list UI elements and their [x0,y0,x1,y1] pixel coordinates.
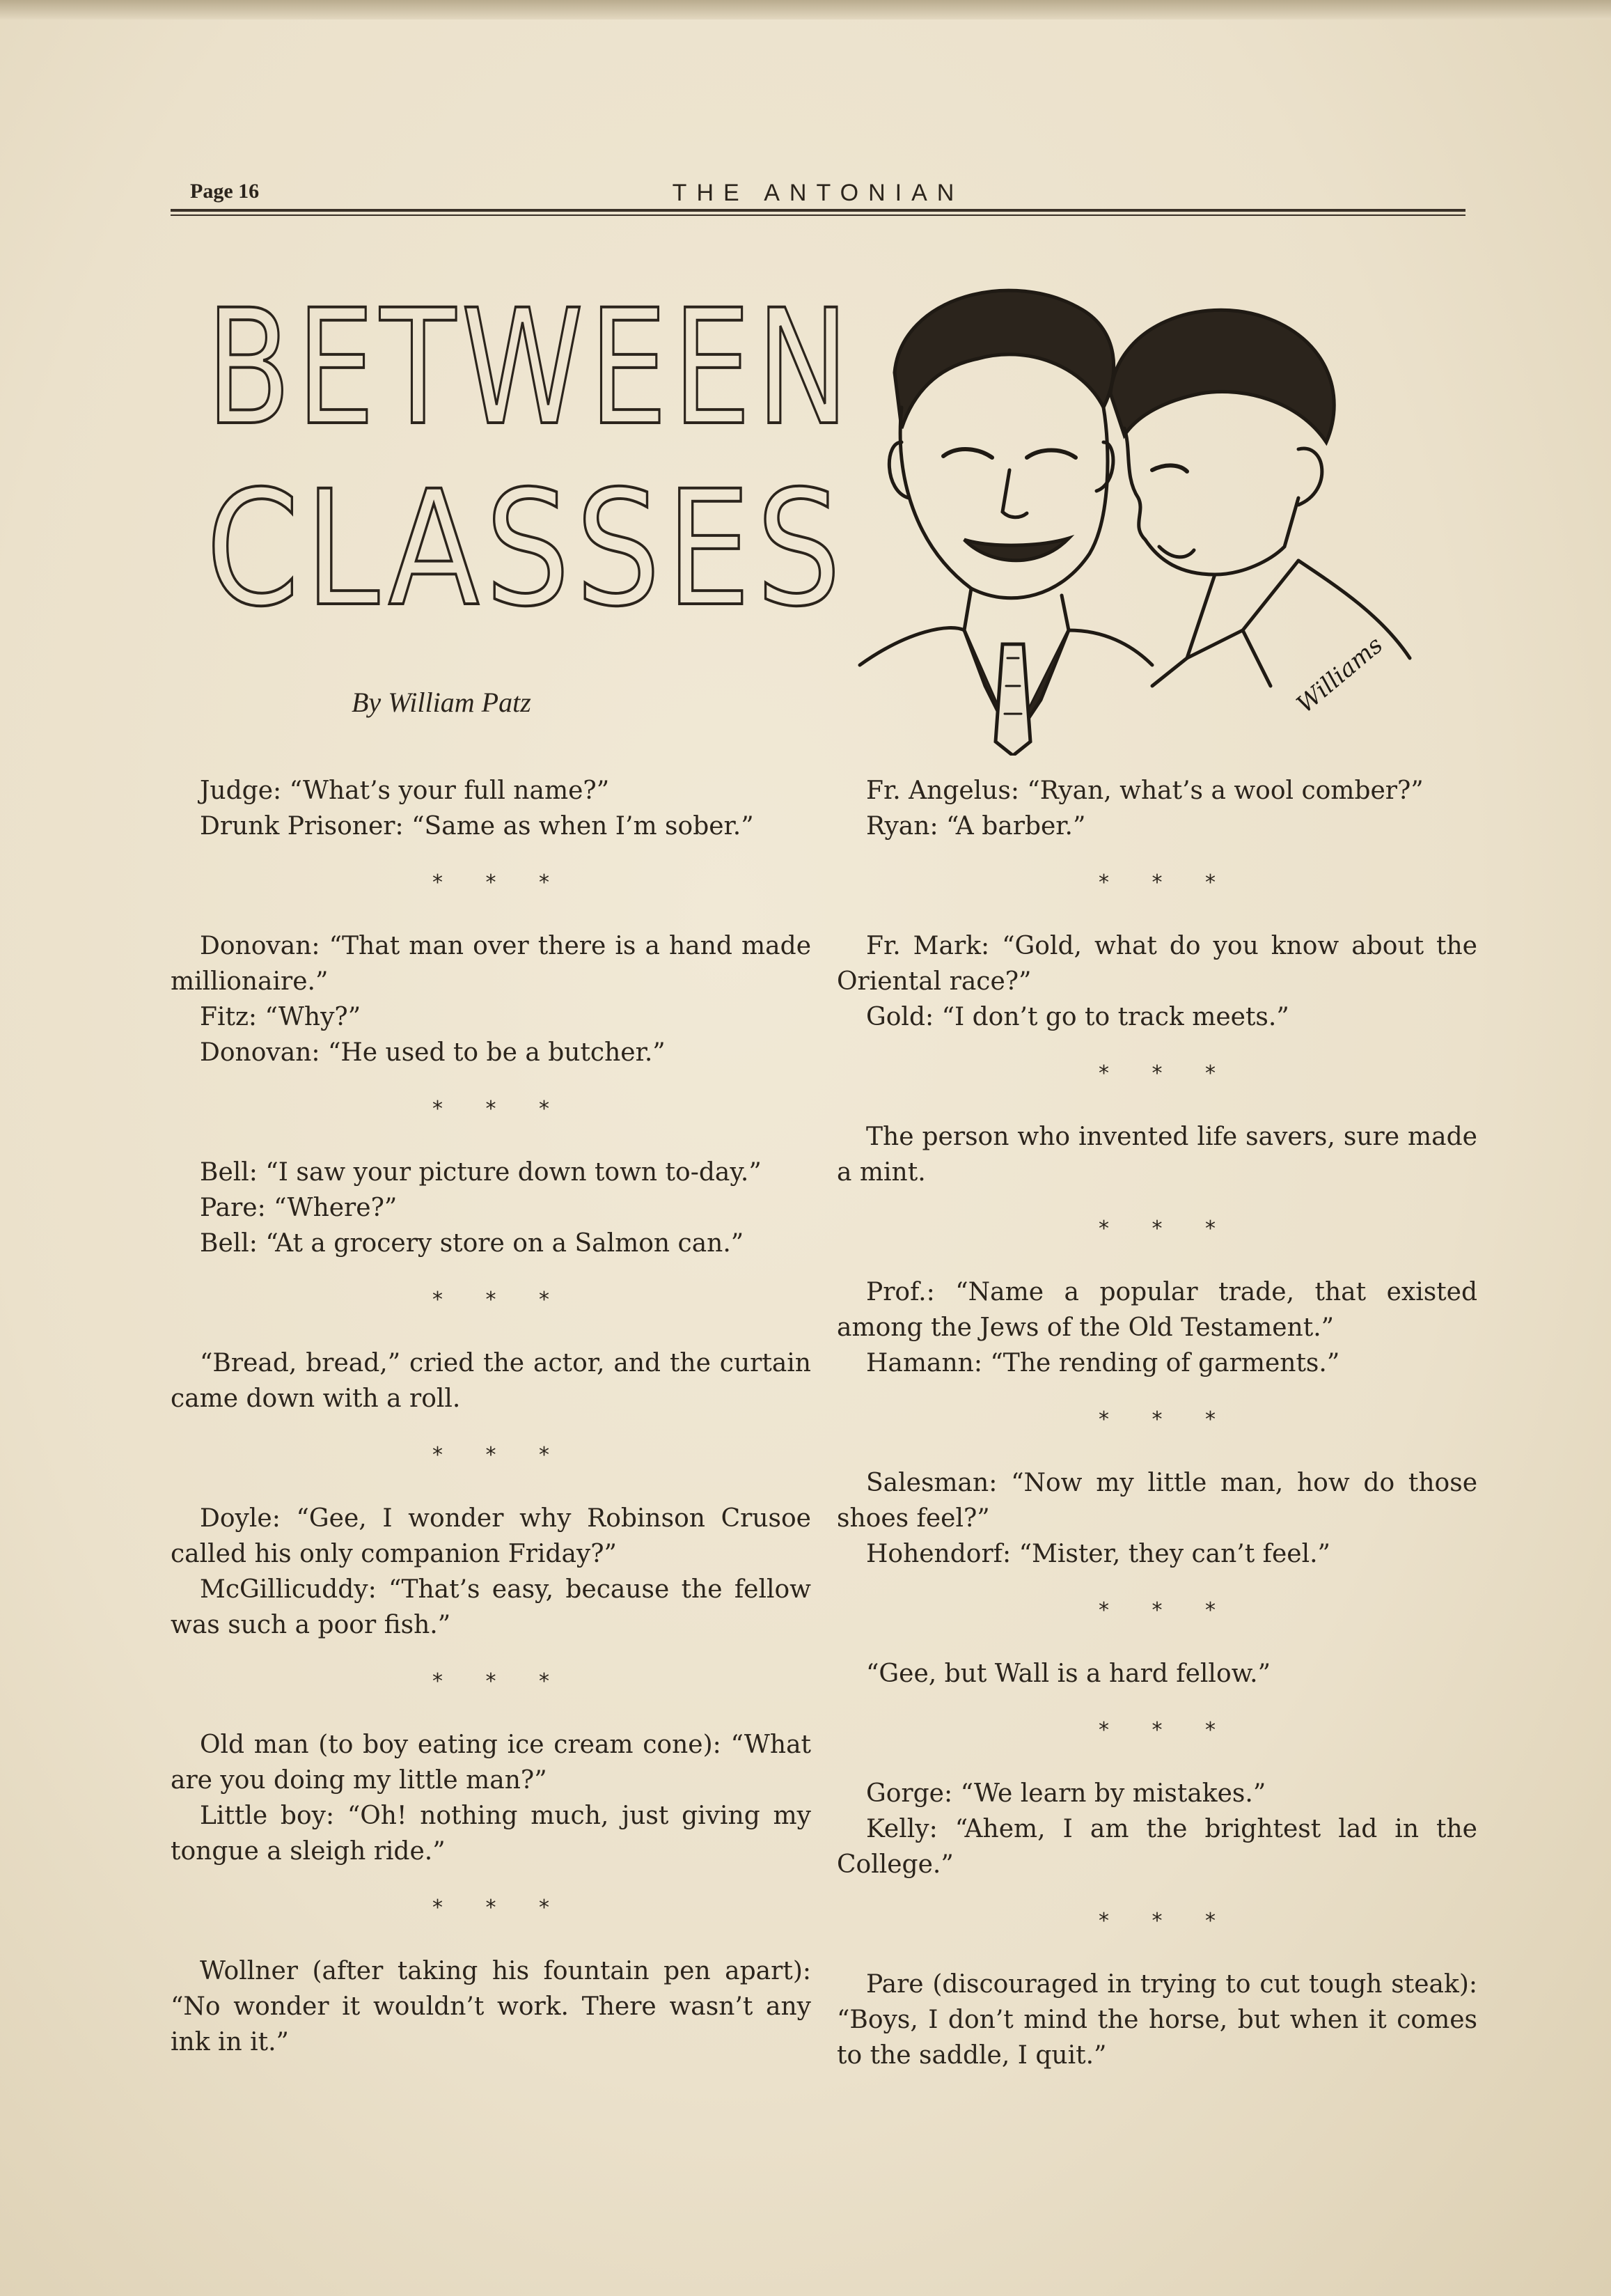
separator-stars: * * * [1098,1061,1234,1086]
joke-block [837,1656,1477,1692]
joke-block [171,1953,811,2060]
joke-line: Gold: “I don’t go to track meets.” [866,1003,1289,1031]
joke-line: Gorge: “We learn by mistakes.” [866,1779,1266,1808]
joke-block [837,1119,1477,1190]
two-boys-illustration [853,268,1465,756]
joke-line: Fr. Mark: “Gold, what do you know about the Oriental race?” [837,932,1477,996]
joke-line: Doyle: “Gee, I wonder why Robinson Crusoe called his only companion Friday?” [171,1504,811,1568]
separator-stars: * * * [1098,1909,1234,1933]
joke-line: Donovan: “That man over there is a hand made millionaire.” [171,932,811,996]
joke-line: Fitz: “Why?” [200,1003,361,1031]
separator-stars: * * * [432,1669,568,1694]
joke-line: The person who invented life savers, sure made a mint. [837,1123,1477,1187]
joke-line: Donovan: “He used to be a butcher.” [200,1038,666,1067]
joke-block [171,1155,811,1261]
title-line-2: CLASSES [206,456,847,641]
title-line-1: BETWEEN [206,275,855,460]
page-number: Page 16 [190,180,260,203]
joke-block [171,1345,811,1416]
joke-line: Judge: “What’s your full name?” [200,776,610,805]
header-rule-thin [171,214,1465,216]
article-title [206,275,888,641]
joke-block [837,1465,1477,1572]
joke-line: Salesman: “Now my little man, how do those shoes feel?” [837,1469,1477,1533]
separator-stars: * * * [432,1896,568,1920]
joke-line: Pare (discouraged in trying to cut tough steak): “Boys, I don’t mind the horse, but when it comes to the saddle, I quit.” [837,1970,1477,2070]
separator-stars: * * * [1098,1718,1234,1742]
artist-signature: Williams [1291,631,1389,719]
joke-block [837,773,1477,844]
joke-line: Fr. Angelus: “Ryan, what’s a wool comber?” [866,776,1424,805]
separator-stars: * * * [1098,870,1234,895]
joke-block [171,773,811,844]
separator-stars: * * * [432,1443,568,1467]
header-rule [171,209,1465,212]
joke-line: Little boy: “Oh! nothing much, just giving my tongue a sleigh ride.” [171,1802,811,1866]
joke-line: Drunk Prisoner: “Same as when I’m sober.” [200,812,754,841]
separator-stars: * * * [1098,1217,1234,1241]
joke-block [171,1727,811,1869]
joke-block [837,1967,1477,2073]
publication-title: THE ANTONIAN [672,180,964,206]
joke-line: Old man (to boy eating ice cream cone): “What are you doing my little man?” [171,1731,811,1795]
separator-stars: * * * [432,1288,568,1312]
joke-block [171,928,811,1070]
joke-block [837,928,1477,1035]
joke-line: Hohendorf: “Mister, they can’t feel.” [866,1540,1330,1568]
joke-line: Kelly: “Ahem, I am the brightest lad in the College.” [837,1815,1477,1879]
page-header [171,180,1465,213]
joke-line: Bell: “I saw your picture down town to-day.” [200,1158,762,1187]
separator-stars: * * * [432,870,568,895]
separator-stars: * * * [1098,1407,1234,1432]
byline: By William Patz [352,687,531,718]
joke-line: McGillicuddy: “That’s easy, because the fellow was such a poor fish.” [171,1575,811,1639]
joke-line: Bell: “At a grocery store on a Salmon can.” [200,1229,744,1258]
joke-line: Ryan: “A barber.” [866,812,1086,841]
separator-stars: * * * [432,1097,568,1121]
joke-line: Pare: “Where?” [200,1194,398,1222]
joke-line: “Bread, bread,” cried the actor, and the curtain came down with a roll. [171,1349,811,1413]
joke-block [837,1776,1477,1882]
joke-block [171,1501,811,1643]
right-column [837,773,1477,2073]
joke-line: Prof.: “Name a popular trade, that existed among the Jews of the Old Testament.” [837,1278,1477,1342]
joke-line: “Gee, but Wall is a hard fellow.” [866,1659,1271,1688]
joke-line: Wollner (after taking his fountain pen apart): “No wonder it wouldn’t work. There wasn’t any ink in it.” [171,1957,811,2056]
page-edge [0,0,1611,19]
joke-line: Hamann: “The rending of garments.” [866,1349,1340,1377]
separator-stars: * * * [1098,1598,1234,1623]
joke-block [837,1274,1477,1381]
left-column [171,773,811,2060]
